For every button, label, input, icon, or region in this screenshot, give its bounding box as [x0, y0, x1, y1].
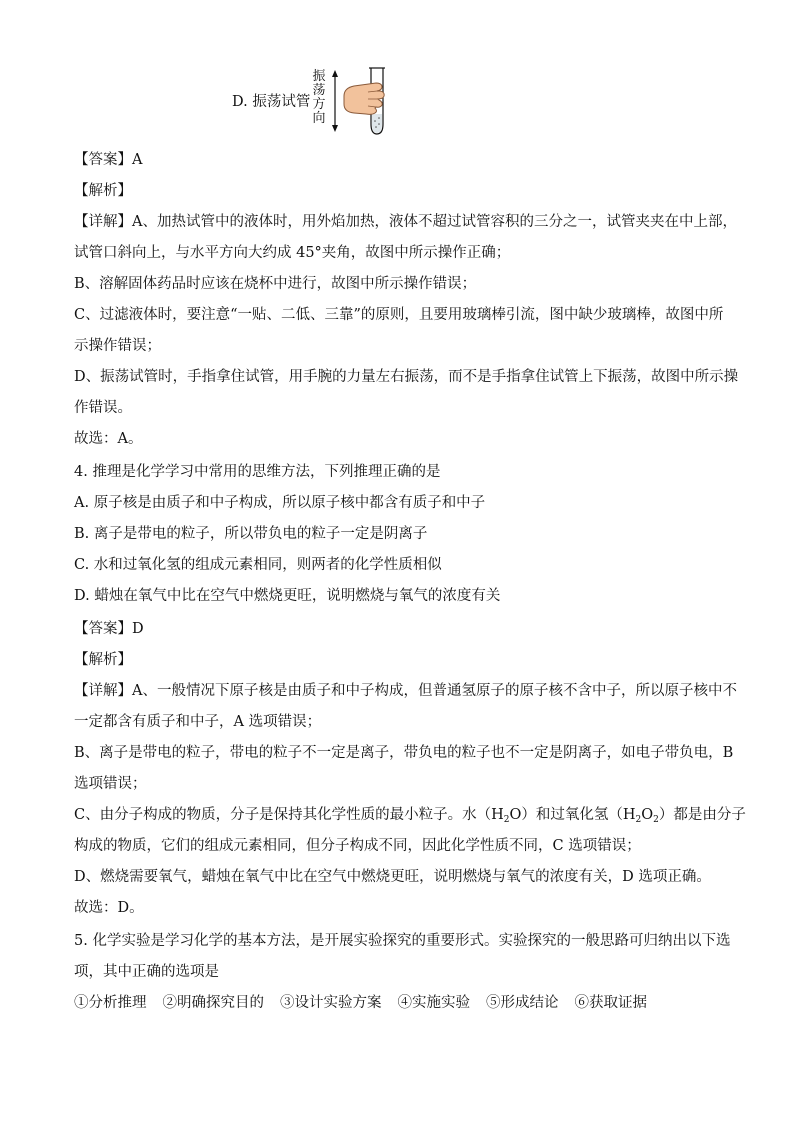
up-down-arrow-icon	[332, 70, 338, 132]
q4-option-d: D. 蜡烛在氧气中比在空气中燃烧更旺，说明燃烧与氧气的浓度有关	[74, 588, 501, 604]
text-run: C、由分子构成的物质，分子是保持其化学性质的最小粒子。水（H	[74, 807, 504, 823]
q4-detail-line: 【详解】A、一般情况下原子核是由质子和中子构成，但普通氢原子的原子核不含中子，所以原子核中不	[74, 683, 737, 699]
answer-tag: 【答案】	[74, 621, 132, 637]
text-run: O）和过氧化氢（H	[509, 807, 636, 823]
q5-items	[74, 993, 647, 1013]
q4-option-b-explain: B、离子是带电的粒子，带电的粒子不一定是离子，带负电的粒子也不一定是阴离子，如电子带负电，B	[74, 745, 734, 761]
figure-option-label: D. 振荡试管	[232, 94, 311, 110]
q4-answer	[74, 619, 144, 639]
q3-option-d-explain: 作错误。	[74, 400, 132, 416]
q5-item: ⑤形成结论	[486, 995, 559, 1011]
q3-option-b-explain: B、溶解固体药品时应该在烧杯中进行，故图中所示操作错误；	[74, 276, 477, 292]
q3-option-d-explain: D、振荡试管时，手指拿住试管，用手腕的力量左右振荡，而不是手指拿住试管上下振荡，故图中所示操	[74, 369, 739, 385]
q3-answer	[74, 150, 142, 170]
q3-selection: 故选：A。	[74, 431, 143, 447]
answer-value: A	[132, 152, 143, 168]
q3-detail-line: 试管口斜向上，与水平方向大约成 45°夹角，故图中所示操作正确；	[74, 245, 511, 261]
q5-item: ⑥获取证据	[574, 995, 647, 1011]
q4-stem: 4. 推理是化学学习中常用的思维方法，下列推理正确的是	[74, 464, 441, 480]
q5-item: ②明确探究目的	[162, 995, 264, 1011]
q3-option-c-explain: 示操作错误；	[74, 338, 161, 354]
q3-analysis-tag: 【解析】	[74, 183, 132, 199]
q4-analysis-tag: 【解析】	[74, 652, 132, 668]
q5-stem: 项，其中正确的选项是	[74, 964, 219, 980]
text-run: O	[641, 807, 654, 823]
answer-tag: 【答案】	[74, 152, 132, 168]
q5-item: ④实施实验	[397, 995, 470, 1011]
q5-stem: 5. 化学实验是学习化学的基本方法，是开展实验探究的重要形式。实验探究的一般思路可归纳出以下选	[74, 933, 731, 949]
vertical-caption	[312, 70, 326, 126]
q4-option-c: C. 水和过氧化氢的组成元素相同，则两者的化学性质相似	[74, 557, 442, 573]
figure-shake-test-tube	[232, 66, 402, 136]
caption-char: 振	[312, 69, 326, 84]
q4-option-c-explain: 构成的物质，它们的组成元素相同，但分子构成不同，因此化学性质不同，C 选项错误；	[74, 838, 641, 854]
q4-option-c-explain	[74, 805, 746, 825]
q4-option-b-explain: 选项错误；	[74, 776, 147, 792]
subscript: 2	[635, 815, 642, 825]
caption-char: 荡	[312, 83, 326, 98]
hand-holding-test-tube-icon	[328, 66, 398, 138]
subscript: 2	[503, 815, 510, 825]
q4-option-b: B. 离子是带电的粒子，所以带负电的粒子一定是阴离子	[74, 526, 428, 542]
subscript: 2	[653, 815, 659, 825]
text-run: ）都是由分子	[658, 807, 746, 823]
q4-detail-line: 一定都含有质子和中子，A 选项错误；	[74, 714, 322, 730]
q4-selection: 故选：D。	[74, 900, 144, 916]
q3-option-c-explain: C、过滤液体时，要注意“一贴、二低、三靠”的原则，且要用玻璃棒引流，图中缺少玻璃棒，故图中所	[74, 307, 724, 323]
caption-char: 方	[312, 97, 326, 112]
q4-option-d-explain: D、燃烧需要氧气，蜡烛在氧气中比在空气中燃烧更旺，说明燃烧与氧气的浓度有关，D 选项正确。	[74, 869, 711, 885]
caption-char: 向	[312, 111, 326, 126]
answer-value: D	[132, 621, 144, 637]
q3-detail-line: 【详解】A、加热试管中的液体时，用外焰加热，液体不超过试管容积的三分之一，试管夹夹在中上部，	[74, 214, 737, 230]
q5-item: ③设计实验方案	[280, 995, 382, 1011]
q5-item: ①分析推理	[74, 995, 147, 1011]
q4-option-a: A. 原子核是由质子和中子构成，所以原子核中都含有质子和中子	[74, 495, 486, 511]
